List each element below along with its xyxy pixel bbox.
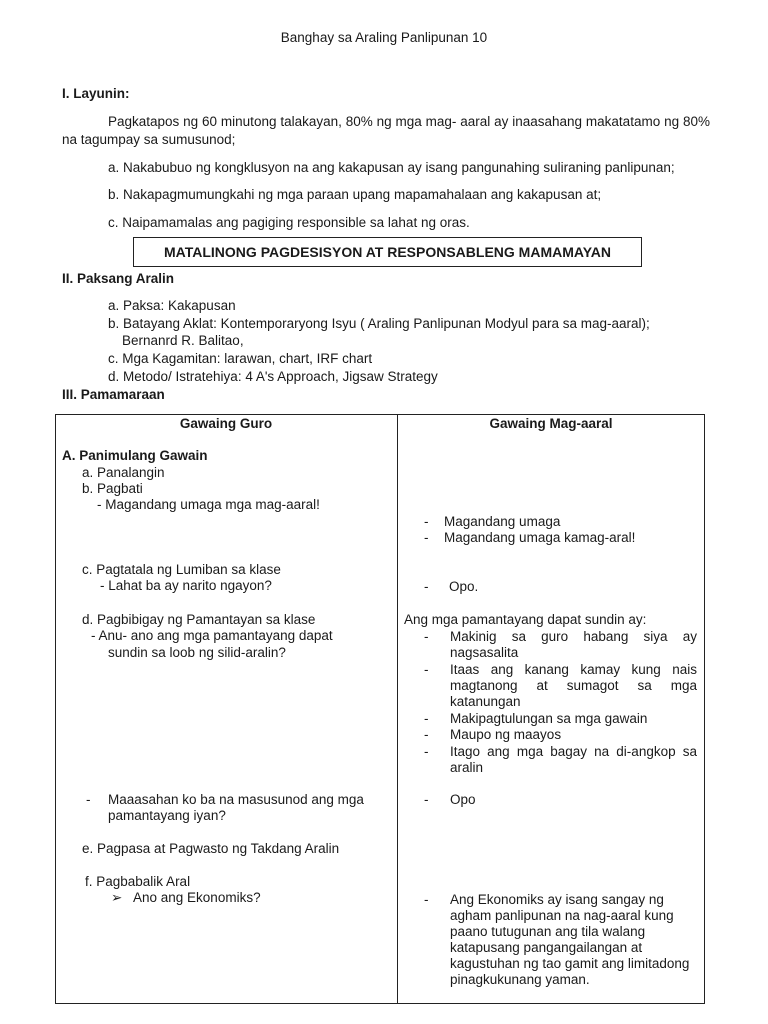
step-takdang-aralin: e. Pagpasa at Pagwasto ng Takdang Aralin xyxy=(82,841,340,856)
theme-box: MATALINONG PAGDESISYON AT RESPONSABLENG MAMAMAYAN xyxy=(133,237,642,267)
step-pamantayan: d. Pagbibigay ng Pamantayan sa klase xyxy=(82,612,316,627)
layunin-intro-line1: Pagkatapos ng 60 minutong talakayan, 80% ng mga mag- aaral ay inaasahang makatatamo ng xyxy=(108,114,680,129)
column-header-guro: Gawaing Guro xyxy=(179,416,273,431)
pamamaraan-heading: III. Pamamaraan xyxy=(62,387,165,402)
table-column-divider xyxy=(397,414,398,1004)
paksa-item-c: c. Mga Kagamitan: larawan, chart, IRF chart xyxy=(108,351,373,366)
bullet-dash: - xyxy=(424,744,429,759)
bullet-dash: - xyxy=(424,711,429,726)
pagbati-line: - Magandang umaga mga mag-aaral! xyxy=(97,497,320,512)
document-title: Banghay sa Araling Panlipunan 10 xyxy=(280,30,488,45)
column-header-mag-aaral: Gawaing Mag-aaral xyxy=(489,416,613,431)
layunin-item-c: c. Naipamamalas ang pagiging responsible sa lahat ng oras. xyxy=(108,215,470,230)
bullet-dash: - xyxy=(424,514,429,529)
arrow-bullet-icon: ➢ xyxy=(111,890,123,905)
layunin-item-a: a. Nakabubuo ng kongklusyon na ang kakapusan ay isang pangunahing suliraning panlipunan; xyxy=(108,160,675,175)
rules-intro: Ang mga pamantayang dapat sundin ay: xyxy=(404,612,647,627)
bullet-dash: - xyxy=(424,530,429,545)
pagtatala-question: - Lahat ba ay narito ngayon? xyxy=(100,578,272,593)
bullet-dash: - xyxy=(424,792,429,807)
bullet-dash: - xyxy=(424,629,429,644)
layunin-intro-line2: 80% na tagumpay sa sumusunod; xyxy=(62,114,710,147)
pagbabalik-aral-question: Ano ang Ekonomiks? xyxy=(133,890,261,905)
response-greet-1: Magandang umaga xyxy=(444,514,561,529)
pamantayan-question-line1: - Anu- ano ang mga pamantayang dapat xyxy=(91,628,333,643)
step-pagtatala: c. Pagtatala ng Lumiban sa klase xyxy=(82,562,281,577)
response-greet-2: Magandang umaga kamag-aral! xyxy=(444,530,636,545)
pamantayan-question-line2: sundin sa loob ng silid-aralin? xyxy=(108,645,286,660)
section-a-heading: A. Panimulang Gawain xyxy=(62,448,208,463)
paksa-item-a: a. Paksa: Kakapusan xyxy=(108,298,236,313)
paksa-item-b-cont: Bernanrd R. Balitao, xyxy=(122,333,244,348)
layunin-item-b: b. Nakapagmumungkahi ng mga paraan upang mapamahalaan ang kakapusan at; xyxy=(108,187,602,202)
bullet-dash: - xyxy=(424,892,429,907)
pamantayan-confirm-line1: Maaasahan ko ba na masusunod ang mga xyxy=(108,792,364,807)
layunin-heading: I. Layunin: xyxy=(62,86,130,101)
step-pagbabalik-aral: f. Pagbabalik Aral xyxy=(85,874,191,889)
bullet-dash: - xyxy=(424,727,429,742)
rule-4: Maupo ng maayos xyxy=(450,727,562,742)
paksa-item-b: b. Batayang Aklat: Kontemporaryong Isyu ( Araling Panlipunan Modyul para sa mag-aaral); xyxy=(108,316,650,331)
paksa-heading: II. Paksang Aralin xyxy=(62,271,175,286)
response-opo-2: Opo xyxy=(450,792,476,807)
bullet-dash: - xyxy=(424,579,429,594)
layunin-intro xyxy=(62,113,710,149)
response-ekonomiks: Ang Ekonomiks ay isang sangay ng agham panlipunan na nag-aaral kung paano tutugunan ang tila walang katapusang pangangailangan at kagustuhan ng tao gamit ang limitadong pinagkukunang yaman. xyxy=(450,892,690,987)
rule-5: Itago ang mga bagay na di-angkop sa aralin xyxy=(450,744,697,775)
step-pagbati: b. Pagbati xyxy=(82,481,143,496)
pamantayan-confirm-line2: pamantayang iyan? xyxy=(108,808,226,823)
bullet-dash: - xyxy=(424,662,429,677)
rule-2: Itaas ang kanang kamay kung nais magtanong at sumagot sa mga katanungan xyxy=(450,662,697,709)
response-opo-1: Opo. xyxy=(449,579,479,594)
step-panalangin: a. Panalangin xyxy=(82,465,165,480)
rule-3: Makipagtulungan sa mga gawain xyxy=(450,711,648,726)
bullet-dash: - xyxy=(86,792,91,807)
paksa-item-d: d. Metodo/ Istratehiya: 4 A's Approach, Jigsaw Strategy xyxy=(108,369,438,384)
rule-1: Makinig sa guro habang siya ay nagsasalita xyxy=(450,629,697,660)
